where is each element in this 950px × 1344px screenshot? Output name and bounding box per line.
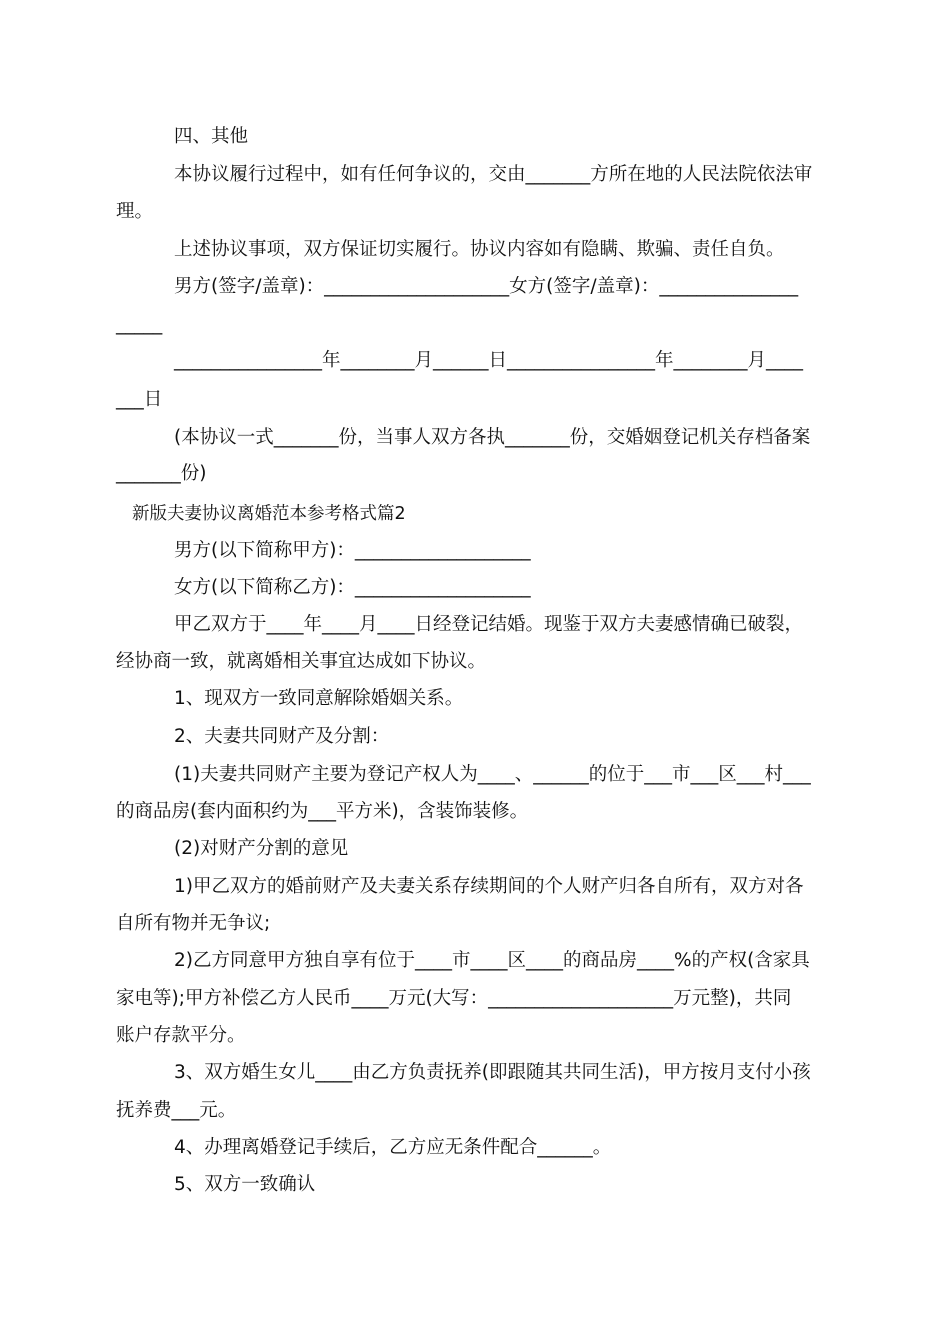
- clause-4: 4、办理离婚登记手续后，乙方应无条件配合______。: [174, 1137, 612, 1158]
- clause-5: 5、双方一致确认: [174, 1174, 316, 1195]
- signature-line: 男方(签字/盖章)：____________________女方(签字/盖章)：_______________: [174, 276, 799, 297]
- clause-3: 3、双方婚生女儿____由乙方负责抚养(即跟随其共同生活)，甲方按月支付小孩: [174, 1062, 811, 1083]
- paragraph-marriage-cont: 经协商一致，就离婚相关事宜达成如下协议。: [116, 651, 487, 672]
- paragraph-dispute-cont: 理。: [116, 201, 154, 222]
- clause-2-1-cont: 的商品房(套内面积约为___平方米)，含装饰装修。: [116, 801, 529, 822]
- copies-note-cont: _______份): [116, 463, 207, 484]
- section-title-part2: 新版夫妻协议离婚范本参考格式篇2: [132, 504, 406, 524]
- paragraph-marriage: 甲乙双方于____年____月____日经登记结婚。现鉴于双方夫妻感情确已破裂，: [174, 614, 804, 635]
- party-male: 男方(以下简称甲方)：___________________: [174, 540, 531, 561]
- party-female: 女方(以下简称乙方)：___________________: [174, 577, 531, 598]
- clause-2-2-1-cont: 自所有物并无争议;: [116, 913, 271, 934]
- clause-2-2-2-cont: 家电等);甲方补偿乙方人民币____万元(大写：____________________万元整)，共同: [116, 988, 792, 1009]
- clause-1: 1、现双方一致同意解除婚姻关系。: [174, 688, 464, 709]
- clause-2-1: (1)夫妻共同财产主要为登记产权人为____、______的位于___市___区___村___: [174, 764, 811, 785]
- clause-2: 2、夫妻共同财产及分割：: [174, 726, 390, 747]
- paragraph-guarantee: 上述协议事项，双方保证切实履行。协议内容如有隐瞒、欺骗、责任自负。: [174, 239, 785, 260]
- copies-note: (本协议一式_______份，当事人双方各执_______份，交婚姻登记机关存档备案: [174, 427, 811, 448]
- clause-2-2: (2)对财产分割的意见: [174, 838, 349, 859]
- clause-3-cont: 抚养费___元。: [116, 1100, 237, 1121]
- clause-2-2-1: 1)甲乙双方的婚前财产及夫妻关系存续期间的个人财产归各自所有，双方对各: [174, 876, 804, 897]
- section-heading-other: 四、其他: [174, 126, 249, 147]
- paragraph-dispute: 本协议履行过程中，如有任何争议的，交由_______方所在地的人民法院依法审: [174, 164, 813, 185]
- date-line-cont: ___日: [116, 389, 163, 410]
- clause-2-2-2-cont2: 账户存款平分。: [116, 1025, 246, 1046]
- signature-line-cont: _____: [116, 314, 163, 335]
- date-line: ________________年________月______日________________年________月____: [174, 350, 804, 371]
- clause-2-2-2: 2)乙方同意甲方独自享有位于____市____区____的商品房____%的产权(含家具: [174, 950, 810, 971]
